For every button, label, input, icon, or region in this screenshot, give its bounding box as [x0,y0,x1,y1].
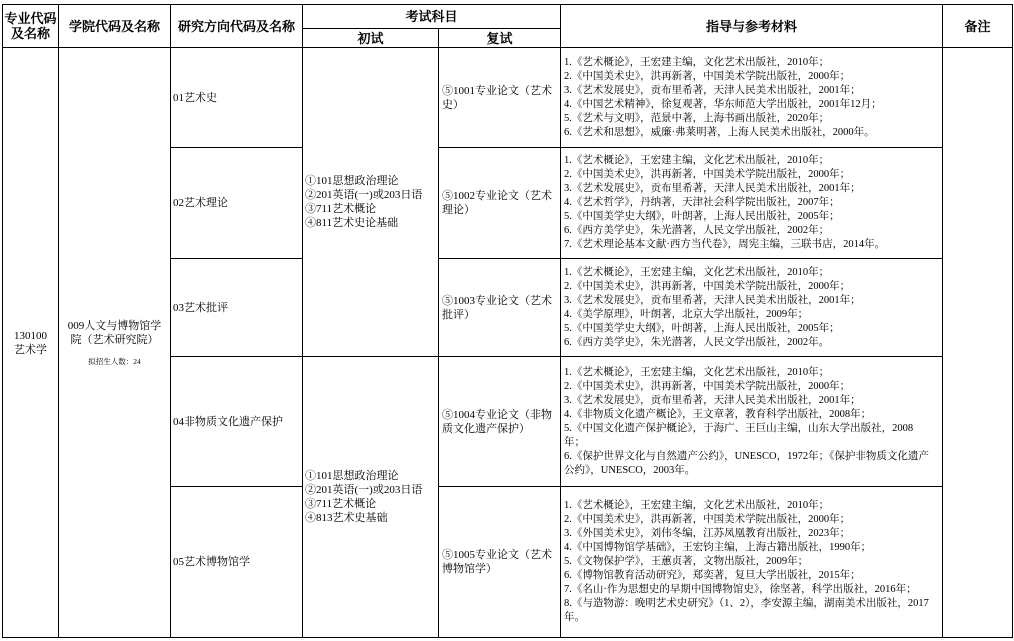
initial-exam-subject: ①101思想政治理论 [305,175,399,187]
retest-exam-cell [439,48,561,148]
reference-item: 8.《与造物游：晚明艺术史研究》（1、2），李安源主编，湖南美术出版社，2017年。 [564,598,929,623]
reference-item: 5.《中国美学史大纲》，叶朗著，上海人民出版社，2005年； [564,211,840,222]
initial-exam-subject: ④813艺术史基础 [305,512,388,524]
reference-item: 3.《艺术发展史》，贡布里希著，天津人民美术出版社，2001年； [564,84,861,96]
header-retest-exam: 复试 [439,29,561,48]
initial-exam-cell [303,48,439,357]
direction-name: 05艺术博物馆学 [171,487,303,638]
reference-item: 2.《中国美术史》，洪再新著，中国美术学院出版社，2000年； [564,280,851,292]
direction-name: 02艺术理论 [171,148,303,259]
major-cell [3,48,59,638]
initial-exam-subject: ④811艺术史论基础 [305,217,399,229]
major-name: 艺术学 [14,343,47,356]
reference-item: 5.《中国美学史大纲》，叶朗著，上海人民出版社，2005年； [564,322,840,334]
reference-item: 7.《名山·作为思想史的早期中国博物馆史》，徐坚著，科学出版社，2016年； [564,584,917,595]
reference-item: 4.《美学原理》，叶朗著，北京大学出版社，2009年； [564,308,809,320]
header-materials: 指导与参考材料 [561,5,943,48]
reference-item: 1.《艺术概论》，王宏建主编，文化艺术出版社，2010年； [564,56,830,68]
reference-item: 1.《艺术概论》，王宏建主编，文化艺术出版社，2010年； [564,155,830,166]
reference-list [564,154,934,252]
direction-name: 04非物质文化遗产保护 [171,357,303,487]
references-cell [561,48,943,148]
reference-item: 2.《中国美术史》，洪再新著，中国美术学院出版社，2000年； [564,380,851,392]
header-major-label: 专业代码及名称 [4,11,57,41]
retest-exam-subject: ⑤1002专业论文（艺术理论） [442,190,552,216]
reference-item: 1.《艺术概论》，王宏建主编，文化艺术出版社，2010年； [564,266,830,278]
college-cell [59,48,171,638]
table-row [3,48,1013,148]
references-cell [561,259,943,357]
header-exam: 考试科目 [303,5,561,29]
major-code: 130100 [14,329,47,342]
reference-item: 2.《中国美术史》，洪再新著，中国美术学院出版社，2000年； [564,514,851,525]
retest-exam-cell [439,259,561,357]
header-initial-exam: 初试 [303,29,439,48]
college-name: 009人文与博物馆学院（艺术研究院） [67,320,162,346]
reference-item: 2.《中国美术史》，洪再新著，中国美术学院出版社，2000年； [564,169,851,180]
direction-name: 01艺术史 [171,48,303,148]
notes-cell [943,48,1013,638]
header-notes: 备注 [943,5,1013,48]
reference-item: 2.《中国美术史》，洪再新著，中国美术学院出版社，2000年； [564,70,851,82]
reference-item: 6.《保护世界文化与自然遗产公约》，UNESCO，1972年；《保护非物质文化遗产公约》，UNESCO，2003年。 [564,450,929,476]
reference-item: 4.《中国艺术精神》，徐复观著，华东师范大学出版社，2001年12月； [564,98,882,110]
reference-item: 6.《西方美学史》，朱光潜著，人民文学出版社，2002年。 [564,336,830,348]
retest-exam-subject: ⑤1001专业论文（艺术史） [442,84,552,111]
initial-exam-cell [303,357,439,638]
reference-item: 5.《中国文化遗产保护概论》，于海广、王巨山主编，山东大学出版社，2008年； [564,422,914,448]
retest-exam-subject: ⑤1004专业论文（非物质文化遗产保护） [442,408,552,435]
references-cell [561,357,943,487]
initial-exam-subject: ②201英语(一)或203日语 [305,484,423,496]
direction-name: 03艺术批评 [171,259,303,357]
initial-exam-subject: ①101思想政治理论 [305,470,399,482]
header-college: 学院代码及名称 [59,5,171,48]
reference-item: 6.《艺术和思想》，威廉·弗莱明著，上海人民美术出版社，2000年。 [564,126,875,138]
reference-item: 3.《艺术发展史》，贡布里希著，天津人民美术出版社，2001年； [564,394,861,406]
retest-exam-subject: ⑤1005专业论文（艺术博物馆学） [442,549,552,575]
enrollment-quota: 拟招生人数：24 [88,357,141,366]
reference-list [564,56,934,140]
reference-item: 3.《外国美术史》，刘伟冬编，江苏凤凰教育出版社，2023年； [564,528,851,539]
reference-item: 1.《艺术概论》，王宏建主编，文化艺术出版社，2010年； [564,366,830,378]
references-cell [561,148,943,259]
initial-exam-subject: ③711艺术概论 [305,203,377,215]
retest-exam-cell [439,357,561,487]
reference-item: 3.《艺术发展史》，贡布里希著，天津人民美术出版社，2001年； [564,294,861,306]
header-major [3,5,59,48]
reference-item: 5.《文物保护学》，王蕙贞著，文物出版社，2009年； [564,556,809,567]
header-direction: 研究方向代码及名称 [171,5,303,48]
reference-list [564,266,934,350]
reference-item: 1.《艺术概论》，王宏建主编，文化艺术出版社，2010年； [564,500,830,511]
retest-exam-subject: ⑤1003专业论文（艺术批评） [442,294,552,321]
references-cell [561,487,943,638]
reference-item: 6.《博物馆教育活动研究》，郑奕著，复旦大学出版社，2015年； [564,570,861,581]
retest-exam-cell [439,148,561,259]
reference-item: 4.《艺术哲学》，丹纳著，天津社会科学院出版社，2007年； [564,197,840,208]
header-row [3,5,1013,29]
reference-item: 3.《艺术发展史》，贡布里希著，天津人民美术出版社，2001年； [564,183,861,194]
initial-exam-subject: ②201英语(一)或203日语 [305,189,423,201]
initial-exam-subject: ③711艺术概论 [305,498,377,510]
reference-item: 5.《艺术与文明》，范景中著，上海书画出版社，2020年； [564,112,830,124]
reference-item: 7.《艺术理论基本文献·西方当代卷》，周宪主编，三联书店，2014年。 [564,239,886,250]
retest-exam-cell [439,487,561,638]
reference-item: 4.《非物质文化遗产概论》，王文章著，教育科学出版社，2008年； [564,408,872,420]
reference-list [564,366,934,478]
reference-item: 6.《西方美学史》，朱光潜著，人民文学出版社，2002年； [564,225,830,236]
reference-item: 4.《中国博物馆学基础》，王宏钧主编，上海古籍出版社，1990年； [564,542,872,553]
admission-table [2,4,1013,638]
reference-list [564,499,934,625]
